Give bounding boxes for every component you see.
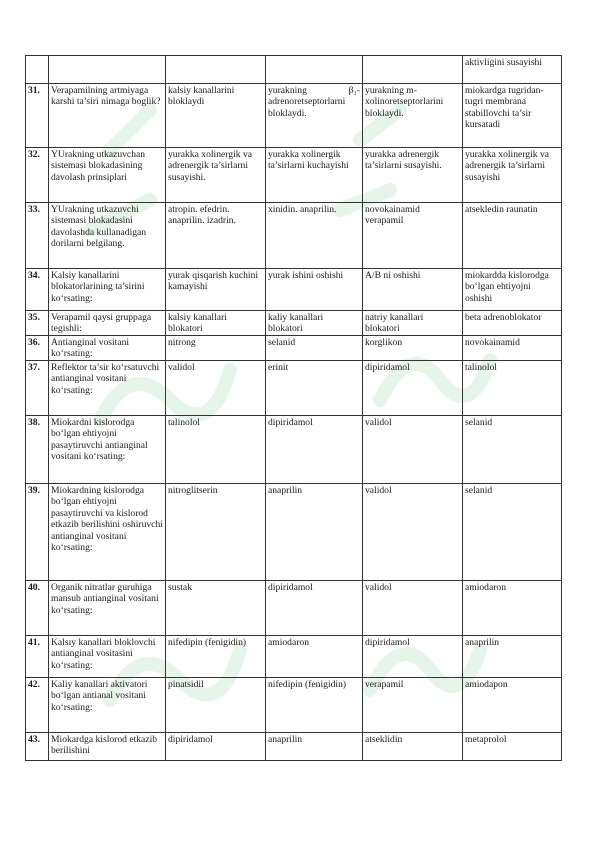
question-number: 37. — [26, 361, 49, 416]
table-row — [26, 203, 562, 269]
option-d: yurakka xolinergik va adrenergik ta’sirlarni susayishi — [463, 148, 562, 203]
option-b: dipiridamol — [266, 416, 363, 484]
option-d: amiodapon — [463, 678, 562, 733]
option-c: natriy kanallari blokatori — [363, 311, 463, 336]
option-d: beta adrenoblokator — [463, 311, 562, 336]
option-d-cell: aktivligini susayishi — [463, 56, 562, 84]
question-text: YUrakning utkazuvchan sistemasi blokadasining davolash prinsiplari — [49, 148, 166, 203]
option-a: nitroglitserin — [166, 484, 266, 581]
option-b: xinidin. anaprilin. — [266, 203, 363, 269]
question-number: 39. — [26, 484, 49, 581]
questions-table — [25, 55, 562, 761]
option-c: validol — [363, 581, 463, 636]
table-row — [26, 484, 562, 581]
table-row — [26, 311, 562, 336]
question-text: Miokardni kislorodga bo‘lgan ehtiyojni pasaytiruvchi antianginal vositani ko‘rsating: — [49, 416, 166, 484]
option-d: selanid — [463, 484, 562, 581]
question-number: 38. — [26, 416, 49, 484]
question-number: 42. — [26, 678, 49, 733]
option-b: anaprilin — [266, 733, 363, 761]
table-row — [26, 678, 562, 733]
option-a: sustak — [166, 581, 266, 636]
option-c-cell — [363, 56, 463, 84]
option-d: anaprilin — [463, 636, 562, 678]
option-d: miokardga tugridan-tugri membrana stabillovchi ta’sir kursatadi — [463, 84, 562, 148]
question-text: Miokardga kislorod etkazib berilishini — [49, 733, 166, 761]
table-row — [26, 56, 562, 84]
question-number: 36. — [26, 336, 49, 361]
question-number: 33. — [26, 203, 49, 269]
option-d: selanid — [463, 416, 562, 484]
table-row — [26, 336, 562, 361]
question-text: Kaliy kanallari aktivatori bo‘lgan antianal vositani ko‘rsating: — [49, 678, 166, 733]
option-a: kalsiy kanallarini bloklaydi — [166, 84, 266, 148]
table-row — [26, 636, 562, 678]
question-number: 34. — [26, 269, 49, 311]
option-d: miokardda kislorodga bo‘lgan ehtiyojni oshishi — [463, 269, 562, 311]
question-number: 35. — [26, 311, 49, 336]
num-cell — [26, 56, 49, 84]
option-c: yurakning m-xolinoretseptorlarini bloklaydi. — [363, 84, 463, 148]
option-a-cell — [166, 56, 266, 84]
option-d: amiodaron — [463, 581, 562, 636]
option-a: nifedipin (fenigidin) — [166, 636, 266, 678]
question-number: 43. — [26, 733, 49, 761]
option-b: yurak ishini oshishi — [266, 269, 363, 311]
option-a: talinolol — [166, 416, 266, 484]
question-number: 41. — [26, 636, 49, 678]
option-b: amiodaron — [266, 636, 363, 678]
option-a: yurak qisqarish kuchini kamayishi — [166, 269, 266, 311]
option-c: atseklidin — [363, 733, 463, 761]
option-b: dipiridamol — [266, 581, 363, 636]
question-text: YUrakning utkazuvchi sistemasi blokadasini davolashda kullanadigan dorilarni belgilang. — [49, 203, 166, 269]
option-a: pinatsidil — [166, 678, 266, 733]
table-row — [26, 84, 562, 148]
question-text: Miokardning kislorodga bo‘lgan ehtiyojni pasaytiruvchi va kislorod etkazib berilishini oshiruvchi antianginal vositani ko‘rsating: — [49, 484, 166, 581]
option-c: korglikon — [363, 336, 463, 361]
option-c: novokainamid verapamil — [363, 203, 463, 269]
question-text: Kalsiy kanallarini blokatorlarining ta’sirini ko‘rsating: — [49, 269, 166, 311]
option-c: A/B ni oshishi — [363, 269, 463, 311]
option-d: novokainamid — [463, 336, 562, 361]
question-number: 32. — [26, 148, 49, 203]
option-c: verapamil — [363, 678, 463, 733]
option-c: dipiridamol — [363, 636, 463, 678]
question-text: Verapamil qaysi gruppaga tegishli: — [49, 311, 166, 336]
option-b: nifedipin (fenigidin) — [266, 678, 363, 733]
option-d: talinolol — [463, 361, 562, 416]
option-c: yurakka adrenergik ta’sirlarni susayishi. — [363, 148, 463, 203]
question-number: 31. — [26, 84, 49, 148]
question-number: 40. — [26, 581, 49, 636]
option-d: atsekledin raunatin — [463, 203, 562, 269]
question-text: Organik nitratlar guruhiga mansub antianginal vositani ko‘rsating: — [49, 581, 166, 636]
table-row — [26, 361, 562, 416]
option-a: dipiridamol — [166, 733, 266, 761]
option-b-cell — [266, 56, 363, 84]
option-c: validol — [363, 484, 463, 581]
option-a: kalsiy kanallari blokatori — [166, 311, 266, 336]
question-text: Antianginal vositani ko‘rsating: — [49, 336, 166, 361]
table-row — [26, 581, 562, 636]
option-a: validol — [166, 361, 266, 416]
option-b: yurakning β₁-adrenoretseptorlarni bloklaydi. — [266, 84, 363, 148]
table-row — [26, 269, 562, 311]
option-b: anaprilin — [266, 484, 363, 581]
option-c: validol — [363, 416, 463, 484]
table-row — [26, 148, 562, 203]
table-row — [26, 733, 562, 761]
option-a: yurakka xolinergik va adrenergik ta’sirlarni susayishi. — [166, 148, 266, 203]
option-a: nitrong — [166, 336, 266, 361]
option-b: kaliy kanallari blokatori — [266, 311, 363, 336]
option-c: dipiridamol — [363, 361, 463, 416]
option-b: erinit — [266, 361, 363, 416]
table-row — [26, 416, 562, 484]
question-text: Kalsıy kanallari bloklovchi antianginal vositasini ko‘rsating: — [49, 636, 166, 678]
option-b: yurakka xolinergik ta’sirlarni kuchayishi — [266, 148, 363, 203]
option-d: metaprolol — [463, 733, 562, 761]
question-text: Verapamilning artmiyaga karshi ta’siri nimaga boglik? — [49, 84, 166, 148]
option-a: atropin. efedrin. anaprilin. izadrin. — [166, 203, 266, 269]
option-b: selanid — [266, 336, 363, 361]
question-cell — [49, 56, 166, 84]
question-text: Reflektor ta’sir ko‘rsatuvchi antianginal vositani ko‘rsating: — [49, 361, 166, 416]
